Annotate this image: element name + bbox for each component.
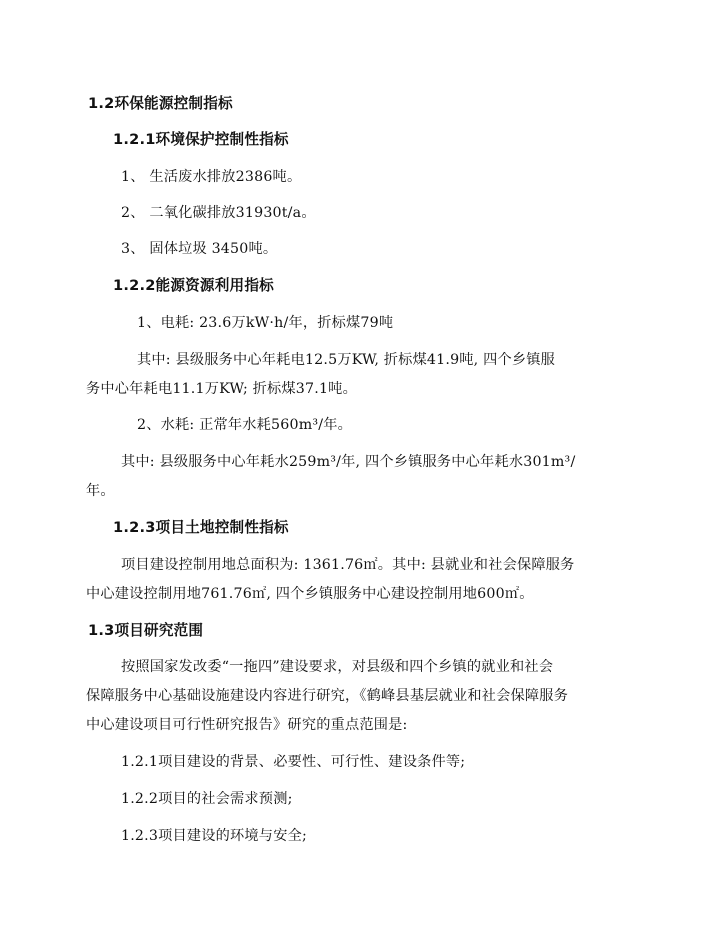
subsection-heading-1-2-3: 1.2.3项目土地控制性指标 (113, 519, 289, 536)
scope-list-item-3: 1.2.3项目建设的环境与安全; (121, 828, 307, 844)
energy-item-1-detail-line-2: 务中心年耗电11.1万KW; 折标煤37.1吨。 (86, 381, 357, 397)
scope-paragraph-line-1: 按照国家发改委“一拖四”建设要求，对县级和四个乡镇的就业和社会 (121, 659, 554, 675)
subsection-heading-1-2-1: 1.2.1环境保护控制性指标 (113, 131, 289, 148)
energy-item-2-detail-line-1: 其中: 县级服务中心年耗水259m³/年, 四个乡镇服务中心年耗水301m³/ (121, 454, 576, 470)
scope-list-item-1: 1.2.1项目建设的背景、必要性、可行性、建设条件等; (121, 754, 466, 770)
scope-paragraph-line-3: 中心建设项目可行性研究报告》研究的重点范围是: (86, 717, 408, 733)
env-item-2: 2、 二氧化碳排放31930t/a。 (121, 205, 316, 221)
energy-item-2: 2、水耗: 正常年水耗560m³/年。 (137, 417, 352, 433)
env-item-3: 3、 固体垃圾 3450吨。 (121, 241, 278, 257)
section-heading-1-3: 1.3项目研究范围 (88, 622, 204, 639)
energy-item-1: 1、电耗: 23.6万kW·h/年，折标煤79吨 (137, 315, 394, 331)
scope-list-item-2: 1.2.2项目的社会需求预测; (121, 791, 293, 807)
energy-item-2-detail-line-2: 年。 (86, 483, 115, 499)
energy-item-1-detail-line-1: 其中: 县级服务中心年耗电12.5万KW, 折标煤41.9吨, 四个乡镇服 (137, 352, 556, 368)
section-heading-1-2: 1.2环保能源控制指标 (88, 95, 233, 112)
env-item-1: 1、 生活废水排放2386吨。 (121, 169, 302, 185)
land-paragraph-line-2: 中心建设控制用地761.76㎡, 四个乡镇服务中心建设控制用地600㎡。 (86, 586, 534, 602)
subsection-heading-1-2-2: 1.2.2能源资源利用指标 (113, 277, 274, 294)
land-paragraph-line-1: 项目建设控制用地总面积为: 1361.76㎡。其中: 县就业和社会保障服务 (121, 557, 575, 573)
scope-paragraph-line-2: 保障服务中心基础设施建设内容进行研究，《鹤峰县基层就业和社会保障服务 (86, 688, 569, 704)
